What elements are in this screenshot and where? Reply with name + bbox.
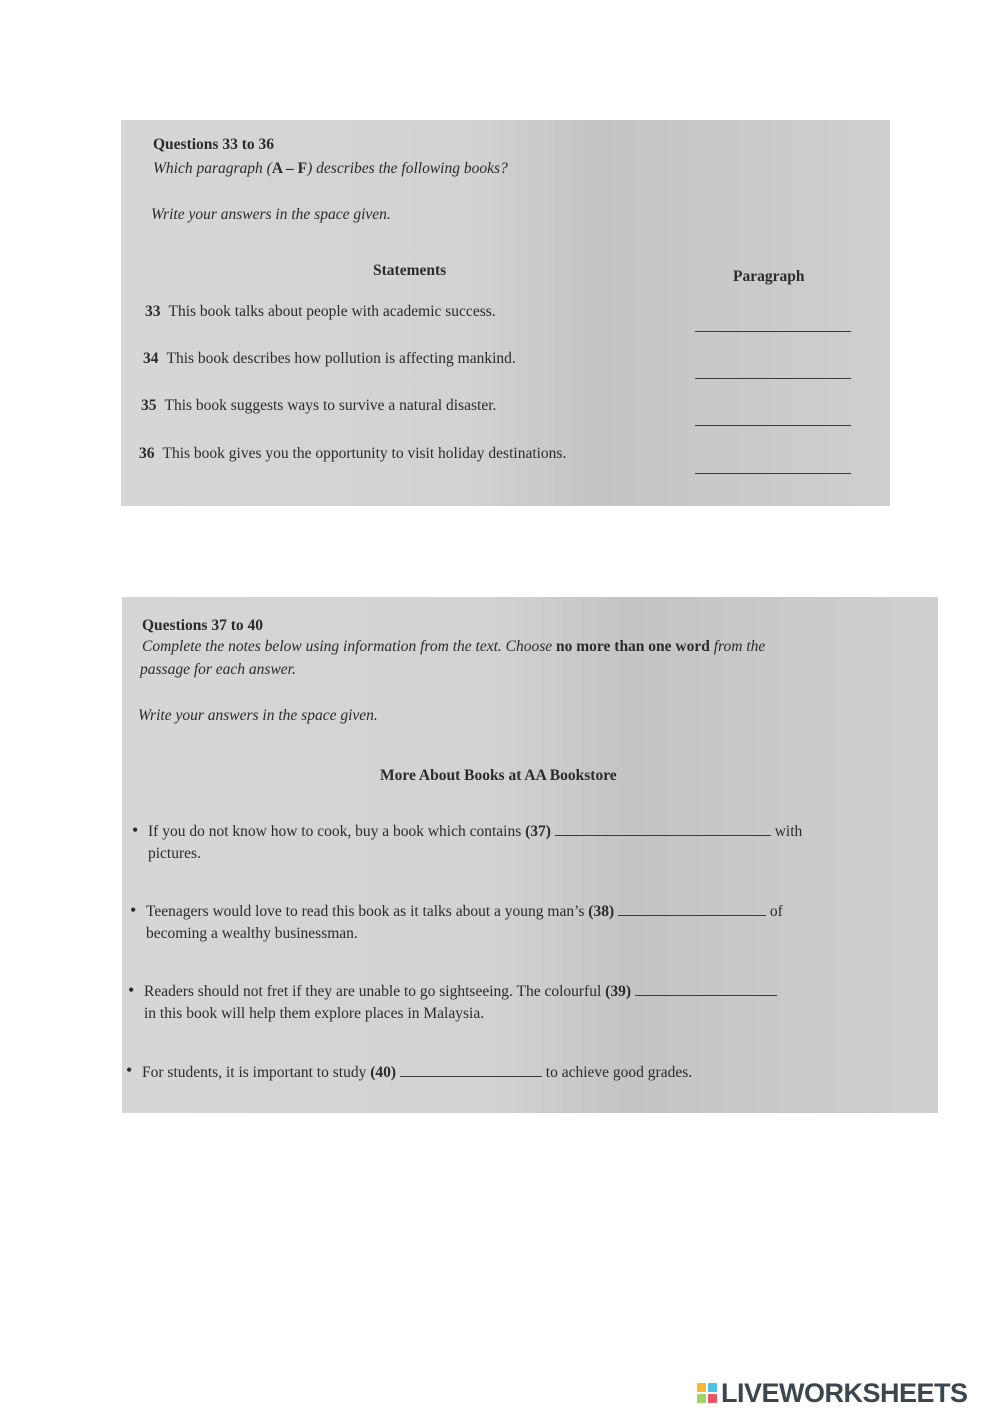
statement-text: This book gives you the opportunity to visit holiday destinations. bbox=[162, 445, 567, 462]
statement-34 bbox=[143, 350, 516, 368]
notes-title: More About Books at AA Bookstore bbox=[380, 767, 617, 784]
questions-33-36-photo bbox=[121, 120, 890, 506]
answer-34-line[interactable] bbox=[695, 378, 851, 379]
bullet-icon: • bbox=[128, 980, 135, 1000]
bullet-icon: • bbox=[132, 820, 139, 840]
statement-36 bbox=[139, 445, 566, 463]
logo-square bbox=[697, 1394, 706, 1403]
note-text: Teenagers would love to read this book as it talks about a young man’s bbox=[146, 903, 589, 920]
section1-write-note: Write your answers in the space given. bbox=[151, 206, 391, 223]
statement-33 bbox=[145, 303, 496, 321]
note-text: Readers should not fret if they are unable to go sightseeing. The colourful bbox=[144, 983, 606, 1000]
note-text-after: of bbox=[769, 903, 783, 920]
section1-heading: Questions 33 to 36 bbox=[153, 136, 274, 153]
note-text-after: with bbox=[774, 823, 803, 840]
statements-header: Statements bbox=[373, 262, 447, 279]
statement-text: This book talks about people with academic success. bbox=[168, 303, 496, 320]
paragraph-header: Paragraph bbox=[733, 268, 805, 285]
logo-square bbox=[697, 1383, 706, 1392]
note-39 bbox=[144, 983, 777, 1001]
statement-number: 34 bbox=[143, 350, 159, 367]
logo-mark-icon bbox=[697, 1383, 717, 1403]
note-37-line2: pictures. bbox=[148, 845, 201, 862]
statement-number: 36 bbox=[139, 445, 155, 462]
logo-text: LIVEWORKSHEETS bbox=[721, 1377, 968, 1408]
questions-37-40-photo bbox=[122, 597, 938, 1113]
note-number: (38) bbox=[588, 903, 615, 920]
logo-square bbox=[708, 1383, 717, 1392]
instruction-bold: no more than one word bbox=[556, 638, 710, 655]
note-number: (40) bbox=[370, 1064, 397, 1081]
statement-number: 35 bbox=[141, 397, 157, 414]
note-38-line2: becoming a wealthy businessman. bbox=[146, 925, 358, 942]
statement-number: 33 bbox=[145, 303, 161, 320]
answer-37-blank[interactable] bbox=[555, 834, 771, 836]
section2-heading: Questions 37 to 40 bbox=[142, 617, 263, 634]
note-number: (37) bbox=[525, 823, 551, 840]
section2-instruction bbox=[142, 638, 765, 656]
instruction-post: ) describes the following books? bbox=[307, 160, 508, 177]
instruction-part-a: Complete the notes below using information from the text. Choose bbox=[142, 638, 557, 655]
answer-40-blank[interactable] bbox=[400, 1075, 542, 1077]
section1-instruction bbox=[153, 160, 508, 178]
instruction-range: A – F bbox=[271, 160, 308, 177]
note-text-after: to achieve good grades. bbox=[545, 1064, 693, 1081]
note-40 bbox=[142, 1064, 692, 1082]
statement-35 bbox=[141, 397, 496, 415]
note-number: (39) bbox=[605, 983, 631, 1000]
instruction-part-b: from the bbox=[709, 638, 766, 655]
logo-square bbox=[708, 1394, 717, 1403]
answer-38-blank[interactable] bbox=[618, 914, 766, 916]
note-text: If you do not know how to cook, buy a book which contains bbox=[148, 823, 526, 840]
answer-33-line[interactable] bbox=[695, 331, 851, 332]
section2-write-note: Write your answers in the space given. bbox=[138, 707, 378, 724]
instruction-pre: Which paragraph ( bbox=[153, 160, 272, 177]
section2-instruction-line2: passage for each answer. bbox=[140, 661, 296, 678]
liveworksheets-logo bbox=[697, 1378, 968, 1408]
note-39-line2: in this book will help them explore places in Malaysia. bbox=[144, 1005, 485, 1022]
statement-text: This book describes how pollution is affecting mankind. bbox=[166, 350, 516, 367]
statement-text: This book suggests ways to survive a natural disaster. bbox=[164, 397, 497, 414]
note-37 bbox=[148, 823, 802, 841]
bullet-icon: • bbox=[126, 1060, 133, 1080]
answer-36-line[interactable] bbox=[695, 473, 851, 474]
note-text: For students, it is important to study bbox=[142, 1064, 371, 1081]
answer-39-blank[interactable] bbox=[635, 994, 777, 996]
bullet-icon: • bbox=[130, 900, 137, 920]
note-38 bbox=[146, 903, 783, 921]
answer-35-line[interactable] bbox=[695, 425, 851, 426]
